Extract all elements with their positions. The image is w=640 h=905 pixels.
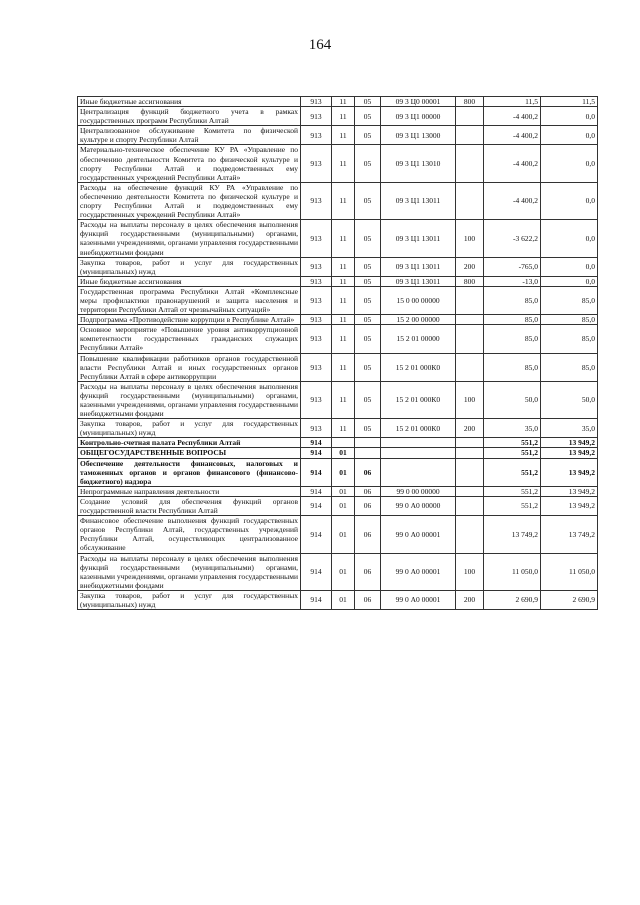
cell-podrazdel: 06 bbox=[355, 458, 381, 486]
table-row bbox=[78, 438, 598, 448]
cell-grbs: 914 bbox=[301, 448, 332, 458]
cell-sum-total: 13 949,2 bbox=[541, 486, 598, 496]
table-row bbox=[78, 381, 598, 418]
cell-expense-type: 100 bbox=[456, 381, 484, 418]
cell-grbs: 913 bbox=[301, 257, 332, 276]
cell-podrazdel bbox=[355, 438, 381, 448]
cell-name: ОБЩЕГОСУДАРСТВЕННЫЕ ВОПРОСЫ bbox=[78, 448, 301, 458]
cell-name: Иные бюджетные ассигнования bbox=[78, 97, 301, 107]
cell-grbs: 913 bbox=[301, 325, 332, 353]
cell-expense-type bbox=[456, 458, 484, 486]
cell-sum-change: 13 749,2 bbox=[484, 516, 541, 553]
cell-target-article: 99 0 А0 00000 bbox=[381, 496, 456, 515]
cell-grbs: 913 bbox=[301, 220, 332, 257]
cell-sum-total: 13 949,2 bbox=[541, 496, 598, 515]
cell-sum-total: 85,0 bbox=[541, 315, 598, 325]
cell-sum-total: 2 690,9 bbox=[541, 590, 598, 609]
cell-sum-total: 0,0 bbox=[541, 107, 598, 126]
cell-target-article: 99 0 А0 00001 bbox=[381, 553, 456, 590]
cell-expense-type bbox=[456, 182, 484, 219]
table-row bbox=[78, 516, 598, 553]
cell-expense-type bbox=[456, 145, 484, 182]
cell-podrazdel: 05 bbox=[355, 126, 381, 145]
cell-sum-total: 11 050,0 bbox=[541, 553, 598, 590]
cell-target-article: 09 3 Ц1 13010 bbox=[381, 145, 456, 182]
cell-sum-total: 13 949,2 bbox=[541, 458, 598, 486]
cell-sum-total: 85,0 bbox=[541, 286, 598, 314]
cell-podrazdel bbox=[355, 448, 381, 458]
cell-expense-type bbox=[456, 286, 484, 314]
cell-razdel: 11 bbox=[332, 257, 355, 276]
cell-podrazdel: 05 bbox=[355, 145, 381, 182]
cell-razdel: 11 bbox=[332, 276, 355, 286]
cell-razdel: 11 bbox=[332, 381, 355, 418]
cell-razdel: 01 bbox=[332, 516, 355, 553]
cell-grbs: 914 bbox=[301, 590, 332, 609]
cell-target-article: 99 0 А0 00001 bbox=[381, 516, 456, 553]
cell-grbs: 914 bbox=[301, 458, 332, 486]
cell-name: Финансовое обеспечение выполнения функций государственных органов Республики Алтай, государственных учреждений Республики Алтай, осуществляющих централизованное обслуживание bbox=[78, 516, 301, 553]
cell-razdel: 01 bbox=[332, 553, 355, 590]
cell-razdel: 11 bbox=[332, 220, 355, 257]
table-row bbox=[78, 286, 598, 314]
cell-target-article: 15 2 01 000К0 bbox=[381, 381, 456, 418]
cell-sum-change: 2 690,9 bbox=[484, 590, 541, 609]
cell-expense-type: 100 bbox=[456, 220, 484, 257]
cell-sum-total: 13 749,2 bbox=[541, 516, 598, 553]
cell-target-article: 09 3 Ц1 13000 bbox=[381, 126, 456, 145]
cell-grbs: 913 bbox=[301, 315, 332, 325]
cell-name: Контрольно-счетная палата Республики Алтай bbox=[78, 438, 301, 448]
cell-sum-change: -4 400,2 bbox=[484, 145, 541, 182]
table-row bbox=[78, 182, 598, 219]
cell-sum-change: 85,0 bbox=[484, 286, 541, 314]
table-row bbox=[78, 486, 598, 496]
cell-sum-total: 0,0 bbox=[541, 220, 598, 257]
table-row bbox=[78, 107, 598, 126]
cell-target-article: 15 0 00 00000 bbox=[381, 286, 456, 314]
table-row bbox=[78, 220, 598, 257]
cell-sum-change: -4 400,2 bbox=[484, 182, 541, 219]
cell-podrazdel: 05 bbox=[355, 107, 381, 126]
cell-razdel: 11 bbox=[332, 419, 355, 438]
cell-name: Создание условий для обеспечения функций органов государственной власти Республики Алтай bbox=[78, 496, 301, 515]
table-row bbox=[78, 97, 598, 107]
table-row bbox=[78, 276, 598, 286]
cell-razdel: 11 bbox=[332, 145, 355, 182]
cell-name: Закупка товаров, работ и услуг для государственных (муниципальных) нужд bbox=[78, 419, 301, 438]
cell-razdel: 11 bbox=[332, 126, 355, 145]
cell-sum-change: 50,0 bbox=[484, 381, 541, 418]
cell-name: Государственная программа Республики Алтай «Комплексные меры профилактики правонарушений и защита населения и территории Республики Алтай от чрезвычайных ситуаций» bbox=[78, 286, 301, 314]
cell-sum-change: 551,2 bbox=[484, 438, 541, 448]
table-row bbox=[78, 419, 598, 438]
cell-expense-type bbox=[456, 315, 484, 325]
cell-name: Расходы на выплаты персоналу в целях обеспечения выполнения функций государственными (муниципальными) органами, казенными учреждениями, органами управления государственными внебюджетными фондами bbox=[78, 220, 301, 257]
cell-sum-total: 35,0 bbox=[541, 419, 598, 438]
table-row bbox=[78, 458, 598, 486]
cell-name: Расходы на выплаты персоналу в целях обеспечения выполнения функций государственными (муниципальными) органами, казенными учреждениями, органами управления государственными внебюджетными фондами bbox=[78, 381, 301, 418]
cell-name: Закупка товаров, работ и услуг для государственных (муниципальных) нужд bbox=[78, 590, 301, 609]
cell-expense-type bbox=[456, 448, 484, 458]
cell-target-article bbox=[381, 448, 456, 458]
cell-expense-type: 800 bbox=[456, 276, 484, 286]
cell-target-article: 09 3 Ц1 13011 bbox=[381, 257, 456, 276]
cell-razdel bbox=[332, 438, 355, 448]
cell-razdel: 11 bbox=[332, 97, 355, 107]
cell-target-article: 09 3 Ц1 13011 bbox=[381, 182, 456, 219]
cell-expense-type: 200 bbox=[456, 419, 484, 438]
cell-razdel: 11 bbox=[332, 286, 355, 314]
cell-podrazdel: 05 bbox=[355, 286, 381, 314]
cell-expense-type bbox=[456, 496, 484, 515]
cell-sum-change: 551,2 bbox=[484, 458, 541, 486]
cell-name: Расходы на обеспечение функций КУ РА «Управление по обеспечению деятельности Комитета по физической культуре и спорту Республики Алтай и подведомственных ему государственных учреждений Республики Алтай» bbox=[78, 182, 301, 219]
cell-grbs: 913 bbox=[301, 419, 332, 438]
cell-expense-type bbox=[456, 486, 484, 496]
cell-razdel: 11 bbox=[332, 182, 355, 219]
table-row bbox=[78, 496, 598, 515]
cell-sum-change: 11 050,0 bbox=[484, 553, 541, 590]
cell-sum-change: -4 400,2 bbox=[484, 126, 541, 145]
cell-target-article: 15 2 01 000К0 bbox=[381, 419, 456, 438]
cell-sum-change: -765,0 bbox=[484, 257, 541, 276]
cell-razdel: 11 bbox=[332, 315, 355, 325]
cell-grbs: 914 bbox=[301, 438, 332, 448]
cell-expense-type bbox=[456, 353, 484, 381]
cell-target-article bbox=[381, 458, 456, 486]
cell-sum-total: 13 949,2 bbox=[541, 448, 598, 458]
table-row bbox=[78, 590, 598, 609]
table-row bbox=[78, 315, 598, 325]
cell-grbs: 913 bbox=[301, 353, 332, 381]
cell-sum-total: 13 949,2 bbox=[541, 438, 598, 448]
cell-name: Иные бюджетные ассигнования bbox=[78, 276, 301, 286]
cell-podrazdel: 06 bbox=[355, 486, 381, 496]
cell-target-article: 09 3 Ц1 00000 bbox=[381, 107, 456, 126]
cell-razdel: 11 bbox=[332, 325, 355, 353]
table-row bbox=[78, 353, 598, 381]
cell-grbs: 913 bbox=[301, 107, 332, 126]
cell-sum-change: 551,2 bbox=[484, 496, 541, 515]
cell-sum-change: 11,5 bbox=[484, 97, 541, 107]
cell-sum-total: 0,0 bbox=[541, 145, 598, 182]
cell-sum-total: 50,0 bbox=[541, 381, 598, 418]
cell-expense-type bbox=[456, 438, 484, 448]
cell-razdel: 01 bbox=[332, 496, 355, 515]
cell-target-article: 15 2 01 00000 bbox=[381, 325, 456, 353]
cell-grbs: 914 bbox=[301, 516, 332, 553]
cell-expense-type: 200 bbox=[456, 590, 484, 609]
cell-grbs: 913 bbox=[301, 145, 332, 182]
table-body bbox=[78, 97, 598, 610]
cell-name: Централизация функций бюджетного учета в рамках государственных программ Республики Алтай bbox=[78, 107, 301, 126]
cell-podrazdel: 05 bbox=[355, 257, 381, 276]
cell-sum-change: 85,0 bbox=[484, 315, 541, 325]
cell-sum-change: 85,0 bbox=[484, 325, 541, 353]
cell-podrazdel: 06 bbox=[355, 516, 381, 553]
cell-sum-change: -3 622,2 bbox=[484, 220, 541, 257]
cell-name: Обеспечение деятельности финансовых, налоговых и таможенных органов и органов финансового (финансово-бюджетного) надзора bbox=[78, 458, 301, 486]
cell-sum-change: -4 400,2 bbox=[484, 107, 541, 126]
cell-podrazdel: 05 bbox=[355, 325, 381, 353]
cell-expense-type bbox=[456, 107, 484, 126]
cell-razdel: 11 bbox=[332, 353, 355, 381]
cell-grbs: 913 bbox=[301, 182, 332, 219]
cell-name: Расходы на выплаты персоналу в целях обеспечения выполнения функций государственными (муниципальными) органами, казенными учреждениями, органами управления государственными внебюджетными фондами bbox=[78, 553, 301, 590]
cell-target-article: 99 0 00 00000 bbox=[381, 486, 456, 496]
page-number: 164 bbox=[308, 37, 332, 53]
cell-podrazdel: 05 bbox=[355, 353, 381, 381]
cell-sum-change: 35,0 bbox=[484, 419, 541, 438]
cell-expense-type: 200 bbox=[456, 257, 484, 276]
cell-name: Централизованное обслуживание Комитета по физической культуре и спорту Республики Алтай bbox=[78, 126, 301, 145]
cell-podrazdel: 05 bbox=[355, 381, 381, 418]
cell-sum-change: 551,2 bbox=[484, 448, 541, 458]
cell-name: Закупка товаров, работ и услуг для государственных (муниципальных) нужд bbox=[78, 257, 301, 276]
table-row bbox=[78, 145, 598, 182]
cell-grbs: 913 bbox=[301, 276, 332, 286]
cell-sum-total: 0,0 bbox=[541, 257, 598, 276]
table-row bbox=[78, 448, 598, 458]
cell-podrazdel: 06 bbox=[355, 496, 381, 515]
cell-target-article: 09 3 Ц0 00001 bbox=[381, 97, 456, 107]
cell-target-article: 09 3 Ц1 13011 bbox=[381, 276, 456, 286]
cell-grbs: 913 bbox=[301, 97, 332, 107]
table-row bbox=[78, 325, 598, 353]
cell-name: Основное мероприятие «Повышение уровня антикоррупционной компетентности государственных гражданских служащих Республики Алтай» bbox=[78, 325, 301, 353]
cell-sum-total: 85,0 bbox=[541, 325, 598, 353]
table-row bbox=[78, 257, 598, 276]
cell-name: Повышение квалификации работников органов государственной власти Республики Алтай и иных государственных органов Республики Алтай в сфере антикоррупции bbox=[78, 353, 301, 381]
cell-razdel: 01 bbox=[332, 486, 355, 496]
cell-razdel: 01 bbox=[332, 458, 355, 486]
cell-name: Материально-техническое обеспечение КУ РА «Управление по обеспечению деятельности Комитета по физической культуре и спорту Республики Алтай и подведомственных ему государственных учреждений Республики Алтай» bbox=[78, 145, 301, 182]
cell-name: Подпрограмма «Противодействие коррупции в Республике Алтай» bbox=[78, 315, 301, 325]
cell-name: Непрограммные направления деятельности bbox=[78, 486, 301, 496]
cell-sum-total: 85,0 bbox=[541, 353, 598, 381]
cell-grbs: 913 bbox=[301, 381, 332, 418]
cell-razdel: 11 bbox=[332, 107, 355, 126]
cell-target-article: 15 2 00 00000 bbox=[381, 315, 456, 325]
cell-expense-type: 800 bbox=[456, 97, 484, 107]
cell-sum-total: 0,0 bbox=[541, 182, 598, 219]
cell-sum-change: -13,0 bbox=[484, 276, 541, 286]
cell-sum-change: 85,0 bbox=[484, 353, 541, 381]
cell-sum-total: 11,5 bbox=[541, 97, 598, 107]
cell-target-article: 15 2 01 000К0 bbox=[381, 353, 456, 381]
cell-razdel: 01 bbox=[332, 590, 355, 609]
cell-sum-total: 0,0 bbox=[541, 276, 598, 286]
cell-target-article: 09 3 Ц1 13011 bbox=[381, 220, 456, 257]
cell-podrazdel: 05 bbox=[355, 419, 381, 438]
cell-grbs: 914 bbox=[301, 486, 332, 496]
table-row bbox=[78, 553, 598, 590]
cell-expense-type bbox=[456, 516, 484, 553]
cell-target-article bbox=[381, 438, 456, 448]
cell-podrazdel: 05 bbox=[355, 182, 381, 219]
cell-podrazdel: 05 bbox=[355, 220, 381, 257]
cell-grbs: 914 bbox=[301, 553, 332, 590]
cell-podrazdel: 06 bbox=[355, 553, 381, 590]
cell-razdel: 01 bbox=[332, 448, 355, 458]
cell-expense-type bbox=[456, 325, 484, 353]
table-row bbox=[78, 126, 598, 145]
budget-table bbox=[77, 96, 598, 610]
cell-grbs: 914 bbox=[301, 496, 332, 515]
cell-target-article: 99 0 А0 00001 bbox=[381, 590, 456, 609]
cell-sum-change: 551,2 bbox=[484, 486, 541, 496]
cell-podrazdel: 06 bbox=[355, 590, 381, 609]
cell-grbs: 913 bbox=[301, 286, 332, 314]
cell-expense-type bbox=[456, 126, 484, 145]
cell-grbs: 913 bbox=[301, 126, 332, 145]
cell-expense-type: 100 bbox=[456, 553, 484, 590]
cell-podrazdel: 05 bbox=[355, 276, 381, 286]
cell-podrazdel: 05 bbox=[355, 315, 381, 325]
cell-podrazdel: 05 bbox=[355, 97, 381, 107]
cell-sum-total: 0,0 bbox=[541, 126, 598, 145]
